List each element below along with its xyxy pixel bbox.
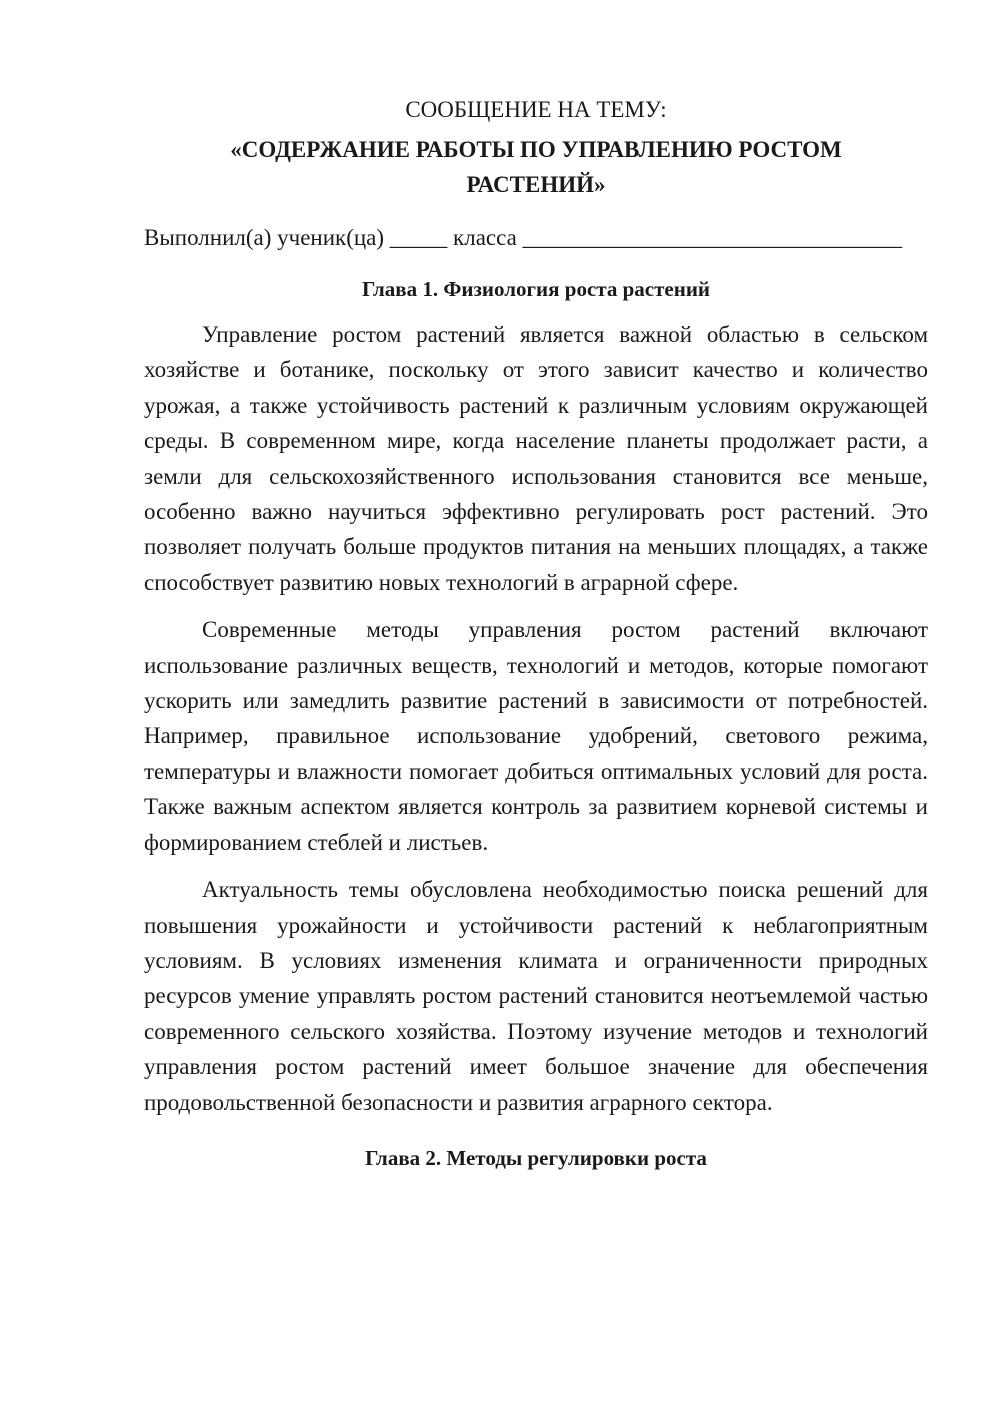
chapter-1-title: Глава 1. Физиология роста растений [361, 277, 711, 301]
paragraph-1: Управление ростом растений является важной областью в сельском хозяйстве и ботанике, поскольку от этого зависит качество и количество урожая, а также устойчивость растений к различным условиям окружающей среды. В современном мире, когда население планеты продолжает расти, а земли для сельскохозяйственного использования становится все меньше, особенно важно научиться эффективно регулировать рост растений. Это позволяет получать больше продуктов питания на меньших площадях, а также способствует развитию новых технологий в аграрной сфере. [144, 322, 928, 595]
chapter-2-title: Глава 2. Методы регулировки роста [365, 1145, 707, 1170]
author-line: Выполнил(а) ученик(ца) _____ класса _________________________________ [144, 225, 903, 250]
paragraph-3: Актуальность темы обусловлена необходимостью поиска решений для повышения урожайности и устойчивости растений к неблагоприятным условиям. В условиях изменения климата и ограниченности природных ресурсов умение управлять ростом растений становится неотъемлемой частью современного сельского хозяйства. Поэтому изучение методов и технологий управления ростом растений имеет большое значение для обеспечения продовольственной безопасности и развития аграрного сектора. [144, 877, 928, 1115]
paragraph-2: Современные методы управления ростом растений включают использование различных веществ, технологий и методов, которые помогают ускорить или замедлить развитие растений в зависимости от потребностей. Например, правильное использование удобрений, светового режима, температуры и влажности помогает добиться оптимальных условий для роста. Также важным аспектом является контроль за развитием корневой системы и формированием стеблей и листьев. [144, 617, 928, 855]
document-title: «СОДЕРЖАНИЕ РАБОТЫ ПО УПРАВЛЕНИЮ РОСТОМ РАСТЕНИЙ» [230, 137, 842, 197]
heading-label: СООБЩЕНИЕ НА ТЕМУ: [405, 97, 667, 122]
document-page [144, 92, 928, 1174]
